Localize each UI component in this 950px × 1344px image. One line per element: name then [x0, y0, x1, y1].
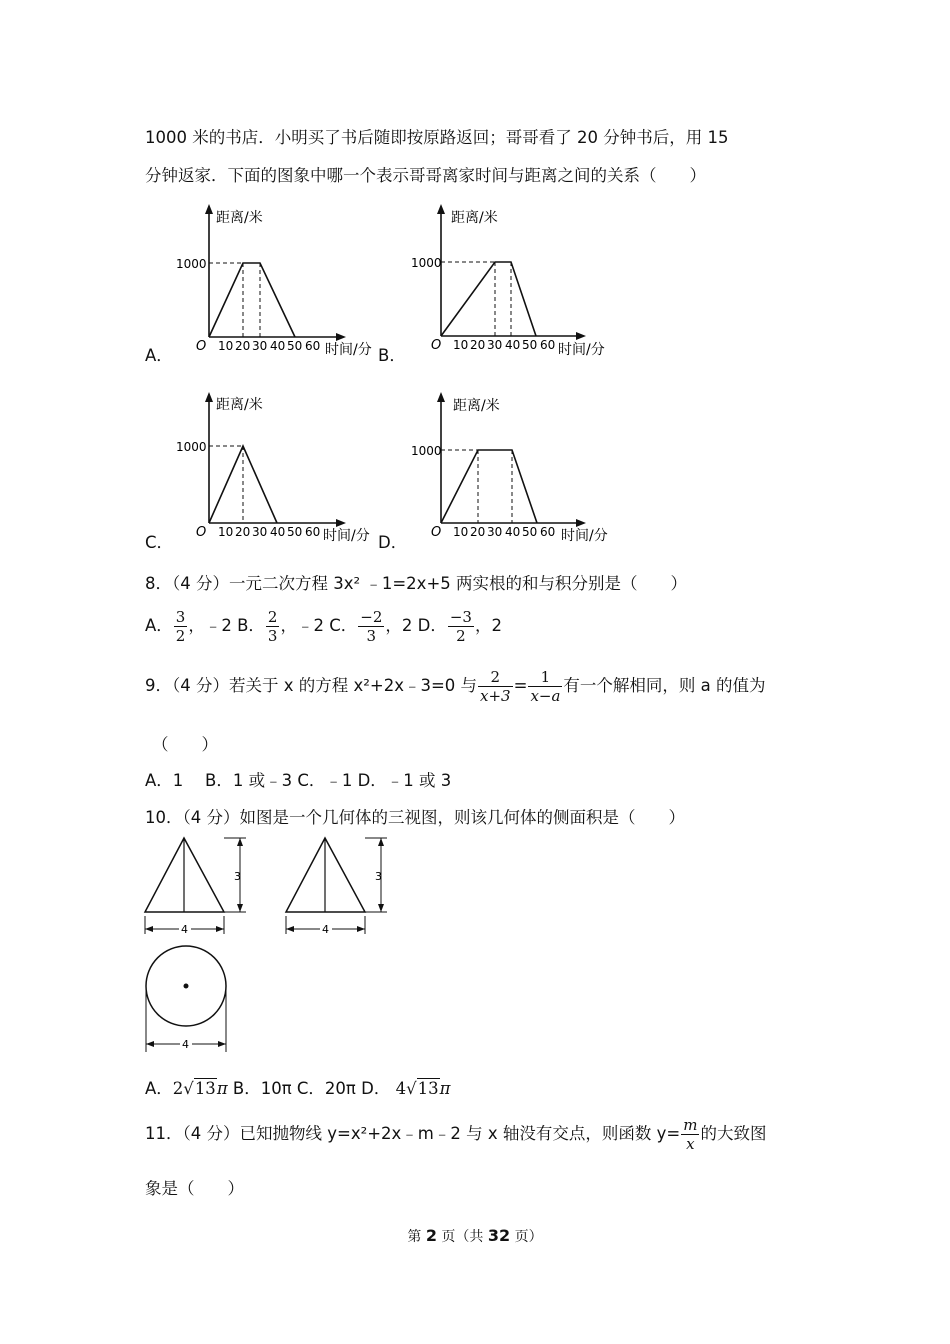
graph-d-xtick: 20: [470, 525, 486, 539]
q9-stem-pre: 9．（4 分）若关于 x 的方程 x²+2x﹣3=0 与: [145, 676, 478, 695]
q10-options-bcd: B．10π C．20π D．: [232, 1079, 391, 1098]
q11-stem-pre: 11．（4 分）已知抛物线 y=x²+2x﹣m﹣2 与 x 轴没有交点，则函数 y=: [145, 1124, 681, 1143]
graph-b-ytick: 1000: [411, 256, 442, 270]
graph-c-xtick: 20: [235, 525, 251, 539]
graph-a-origin: O: [196, 339, 207, 354]
q10-options: [145, 1075, 450, 1099]
q9-fraction-2: $\frac{1}{x-a}$: [530, 668, 561, 705]
graph-d-xtick: 50: [522, 525, 538, 539]
q11-fraction: $\frac{m}{x}$: [683, 1116, 698, 1153]
graph-d-xtick: 10: [453, 525, 469, 539]
intro-line-1: 1000 米的书店．小明买了书后随即按原路返回；哥哥看了 20 分钟书后，用 15: [145, 128, 729, 147]
graph-b: [411, 200, 615, 365]
graph-c-xtick: 10: [218, 525, 234, 539]
option-a-label: A．: [145, 346, 173, 365]
q10-stem: 10．（4 分）如图是一个几何体的三视图，则该几何体的侧面积是（ ）: [145, 808, 685, 827]
graph-a-xtick: 60: [305, 339, 321, 353]
page-number: 2: [425, 1226, 437, 1245]
option-c-label: C．: [145, 533, 174, 552]
page-footer: 第 2 页（共 32 页）: [407, 1226, 543, 1245]
q10-top-view: [140, 946, 240, 1056]
q8-option-b-rest: ，﹣2: [280, 616, 324, 635]
q8-option-a-rest: ，﹣2: [188, 616, 232, 635]
q10-top-width-label: 4: [182, 1038, 189, 1051]
q11-line-2: 象是（ ）: [145, 1179, 244, 1198]
q10-option-a-label: A．: [145, 1079, 173, 1098]
q11-stem: [145, 1116, 766, 1153]
option-d-label: D．: [378, 533, 408, 552]
q8-option-d-rest: ，2: [474, 616, 502, 635]
graph-a-xtick: 30: [252, 339, 268, 353]
graph-b-xtick: 50: [522, 338, 538, 352]
q10-side-height-label: 3: [375, 870, 382, 883]
graph-c-xlabel: 时间/分: [323, 528, 370, 544]
q9-equals: =: [513, 676, 528, 695]
q10-front-height-label: 3: [234, 870, 241, 883]
graph-c-xtick: 40: [270, 525, 286, 539]
q9-stem-post: 有一个解相同，则 a 的值为: [563, 676, 766, 695]
q9-options: A．1 B．1 或﹣3 C．﹣1 D．﹣1 或 3: [145, 771, 452, 790]
graph-a: [176, 200, 380, 365]
graph-b-xtick: 10: [453, 338, 469, 352]
graph-c-origin: O: [196, 525, 207, 540]
q8-option-a-label: A．: [145, 616, 173, 635]
q10-side-view: [281, 834, 396, 942]
q10-option-d-expr: 4√13π: [395, 1079, 451, 1098]
graph-b-ylabel: 距离/米: [451, 210, 498, 226]
q8-option-c-rest: ，2: [385, 616, 413, 635]
q8-stem: 8．（4 分）一元二次方程 3x² ﹣1=2x+5 两实根的和与积分别是（ ）: [145, 574, 688, 593]
total-pages: 32: [487, 1226, 511, 1245]
graph-d-xlabel: 时间/分: [561, 528, 608, 544]
q8-option-b-label: B．: [237, 616, 265, 635]
graph-d-origin: O: [431, 525, 442, 540]
q11-stem-post: 的大致图: [700, 1124, 767, 1143]
graph-d-xtick: 30: [487, 525, 503, 539]
graph-a-xtick: 10: [218, 339, 234, 353]
q8-option-d-label: D．: [417, 616, 447, 635]
graph-b-xtick: 40: [505, 338, 521, 352]
graph-b-xtick: 20: [470, 338, 486, 352]
graph-a-ylabel: 距离/米: [216, 210, 263, 226]
q10-front-width-label: 4: [181, 923, 188, 936]
graph-b-xlabel: 时间/分: [558, 342, 605, 358]
graph-c-xtick: 50: [287, 525, 303, 539]
graph-a-xtick: 20: [235, 339, 251, 353]
graph-a-xlabel: 时间/分: [325, 342, 372, 358]
graph-b-xtick: 30: [487, 338, 503, 352]
q8-options: [145, 608, 502, 645]
q9-paren: （ ）: [152, 735, 218, 754]
graph-d-ylabel: 距离/米: [453, 398, 500, 414]
q9-fraction-1: $\frac{2}{x+3}$: [480, 668, 511, 705]
graph-d: [411, 388, 615, 553]
q8-option-d-fraction: $\frac{-3}{2}$: [449, 608, 472, 645]
q8-option-c-label: C．: [329, 616, 358, 635]
graph-c: [176, 388, 380, 553]
graph-c-ytick: 1000: [176, 440, 207, 454]
q10-side-width-label: 4: [322, 923, 329, 936]
graph-b-xtick: 60: [540, 338, 556, 352]
graph-b-origin: O: [431, 338, 442, 353]
option-b-label: B．: [378, 346, 406, 365]
graph-d-xtick: 40: [505, 525, 521, 539]
q10-option-a-expr: 2√13π: [172, 1079, 228, 1098]
q9-stem: [145, 668, 766, 705]
graph-a-xtick: 40: [270, 339, 286, 353]
q8-option-a-fraction: $\frac{3}{2}$: [175, 608, 186, 645]
q8-option-c-fraction: $\frac{-2}{3}$: [360, 608, 383, 645]
intro-line-2: 分钟返家．下面的图象中哪一个表示哥哥离家时间与距离之间的关系（ ）: [145, 166, 706, 185]
q8-option-b-fraction: $\frac{2}{3}$: [267, 608, 278, 645]
q10-front-view: [140, 834, 255, 942]
graph-a-ytick: 1000: [176, 257, 207, 271]
graph-d-ytick: 1000: [411, 444, 442, 458]
graph-a-xtick: 50: [287, 339, 303, 353]
graph-c-xtick: 30: [252, 525, 268, 539]
graph-d-xtick: 60: [540, 525, 556, 539]
graph-c-xtick: 60: [305, 525, 321, 539]
graph-c-ylabel: 距离/米: [216, 397, 263, 413]
